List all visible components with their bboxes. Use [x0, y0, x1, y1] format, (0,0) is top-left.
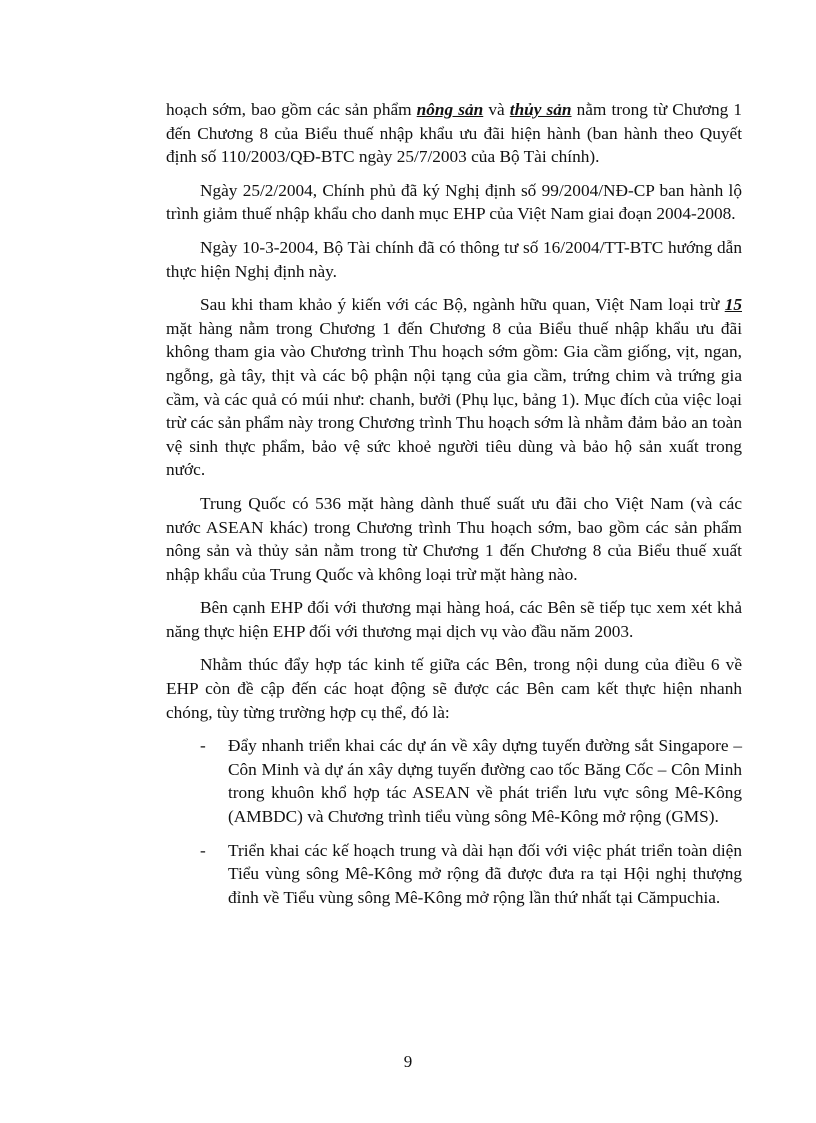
document-page-body	[166, 98, 742, 919]
paragraph-text: mặt hàng nằm trong Chương 1 đến Chương 8 của Biểu thuế nhập khẩu ưu đãi không tham gia vào Chương trình Thu hoạch sớm gồm: Gia cầm giống, vịt, ngan, ngỗng, gà tây, thịt và các bộ phận nội tạng của gia cầm, trứng chim và trứng gia cầm, và các quả có múi như: chanh, bưởi (Phụ lục, bảng 1). Mục đích của việc loại trừ các sản phẩm này trong Chương trình Thu hoạch sớm là nhằm đảm bảo an toàn vệ sinh thực phẩm, bảo vệ sức khoẻ người tiêu dùng và bảo hộ sản xuất trong nước.	[166, 318, 742, 480]
emphasized-term-agricultural: nông sản	[416, 100, 484, 119]
paragraph-exclusions	[166, 293, 742, 482]
paragraph-text: và	[483, 100, 510, 119]
paragraph-china-items: Trung Quốc có 536 mặt hàng dành thuế suất ưu đãi cho Việt Nam (và các nước ASEAN khác) trong Chương trình Thu hoạch sớm, bao gồm các sản phẩm nông sản và thủy sản nằm trong từ Chương 1 đến Chương 8 của Biểu thuế xuất nhập khẩu của Trung Quốc và không loại trừ mặt hàng nào.	[166, 493, 742, 584]
bullet-marker: -	[200, 736, 206, 756]
list-item	[166, 734, 742, 828]
paragraph-circular: Ngày 10-3-2004, Bộ Tài chính đã có thông tư số 16/2004/TT-BTC hướng dẫn thực hiện Nghị định này.	[166, 237, 742, 281]
bullet-list	[166, 734, 742, 909]
emphasized-term-fishery: thủy sản	[509, 100, 572, 119]
page-number: 9	[403, 1052, 413, 1071]
paragraph-text: Sau khi tham khảo ý kiến với các Bộ, ngành hữu quan, Việt Nam loại trừ	[200, 295, 725, 315]
list-item-text: Triển khai các kế hoạch trung và dài hạn đối với việc phát triển toàn diện Tiểu vùng sông Mê-Kông mở rộng đã được đưa ra tại Hội nghị thượng đỉnh về Tiểu vùng sông Mê-Kông mở rộng lần thứ nhất tại Cămpuchia.	[228, 840, 742, 907]
emphasized-excluded-count: 15	[724, 295, 742, 315]
paragraph-cooperation: Nhằm thúc đẩy hợp tác kinh tế giữa các Bên, trong nội dung của điều 6 về EHP còn đề cập đến các hoạt động sẽ được các Bên cam kết thực hiện nhanh chóng, tùy từng trường hợp cụ thể, đó là:	[166, 655, 742, 722]
paragraph-services: Bên cạnh EHP đối với thương mại hàng hoá, các Bên sẽ tiếp tục xem xét khả năng thực hiện EHP đối với thương mại dịch vụ vào đầu năm 2003.	[166, 598, 742, 641]
paragraph-text: nằm trong từ Chương 1 đến Chương 8 của Biểu thuế nhập khẩu ưu đãi hiện hành (ban hành theo Quyết định số 110/2003/QĐ-BTC ngày 25/7/2003 của Bộ Tài chính).	[166, 100, 742, 167]
paragraph-decree: Ngày 25/2/2004, Chính phủ đã ký Nghị định số 99/2004/NĐ-CP ban hành lộ trình giảm thuế nhập khẩu cho danh mục EHP của Việt Nam giai đoạn 2004-2008.	[166, 180, 742, 224]
bullet-marker: -	[200, 840, 206, 860]
paragraph-text: hoạch sớm, bao gồm các sản phẩm	[166, 100, 417, 119]
list-item-text: Đẩy nhanh triển khai các dự án về xây dựng tuyến đường sắt Singapore – Côn Minh và dự án xây dựng tuyến đường cao tốc Băng Cốc – Côn Minh trong khuôn khổ hợp tác ASEAN về phát triển lưu vực sông Mê-Kông (AMBDC) và Chương trình tiểu vùng sông Mê-Kông mở rộng (GMS).	[228, 736, 742, 827]
paragraph-continuation	[166, 98, 742, 169]
list-item	[166, 839, 742, 910]
